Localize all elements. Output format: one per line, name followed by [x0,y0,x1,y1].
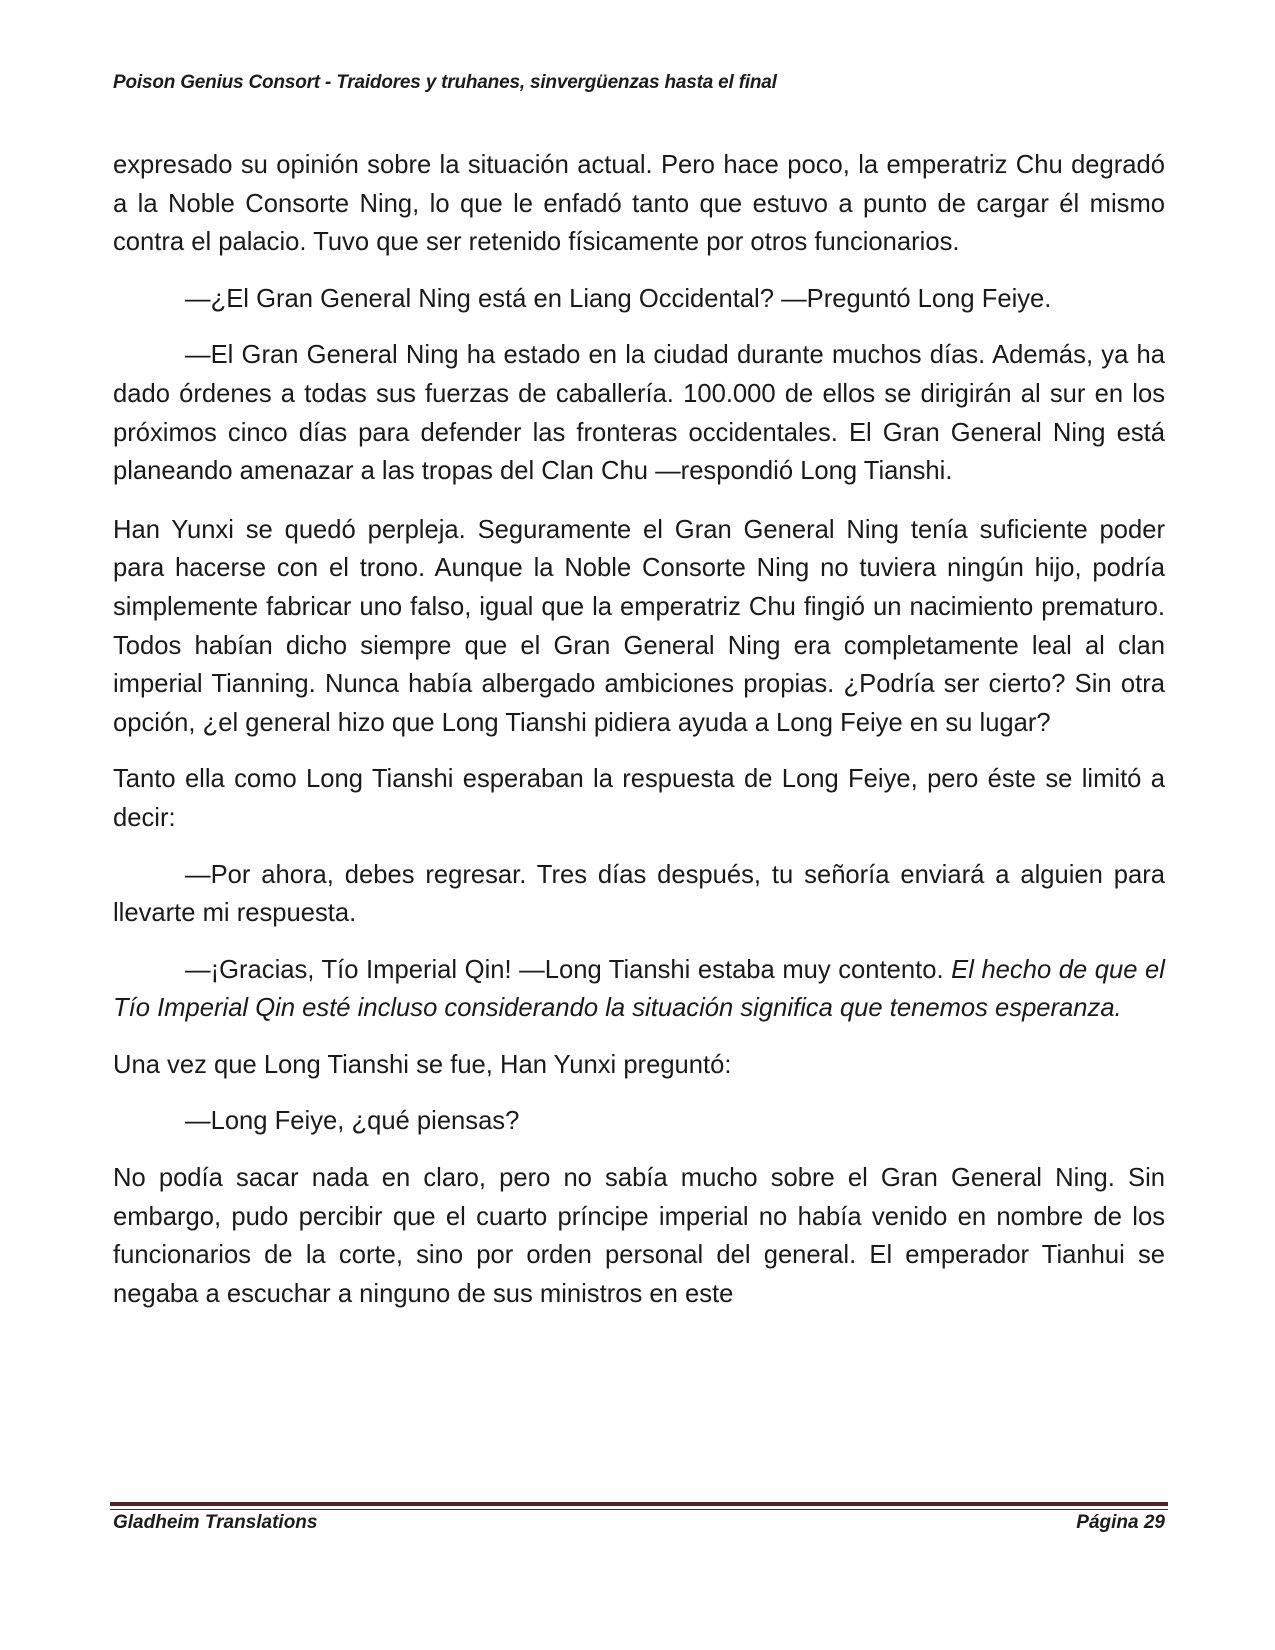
footer-publisher: Gladheim Translations [113,1512,318,1533]
paragraph: Una vez que Long Tianshi se fue, Han Yunxi preguntó: [113,1050,732,1079]
paragraph: No podía sacar nada en claro, pero no sabía mucho sobre el Gran General Ning. Sin embargo, pudo percibir que el cuarto príncipe imperial no había venido en nombre de los funcionarios de la corte, sino por orden personal del general. El emperador Tianhui se negaba a escuchar a ninguno de sus ministros en este [113,1164,1165,1308]
paragraph-dialogue: —Por ahora, debes regresar. Tres días después, tu señoría enviará a alguien para llevarte mi respuesta. [113,860,1165,928]
paragraph-dialogue: —Long Feiye, ¿qué piensas? [185,1107,520,1136]
paragraph: Han Yunxi se quedó perpleja. Seguramente el Gran General Ning tenía suficiente poder para hacerse con el trono. Aunque la Noble Consorte Ning no tuviera ningún hijo, podría simplemente fabricar uno falso, igual que la emperatriz Chu fingió un nacimiento prematuro. Todos habían dicho siempre que el Gran General Ning era completamente leal al clan imperial Tianning. Nunca había albergado ambiciones propias. ¿Podría ser cierto? Sin otra opción, ¿el general hizo que Long Tianshi pidiera ayuda a Long Feiye en su lugar? [113,515,1165,737]
page-header: Poison Genius Consort - Traidores y truhanes, sinvergüenzas hasta el final [113,72,777,93]
page-number: Página 29 [1076,1512,1165,1533]
footer-rule-thick [110,1502,1168,1506]
dialogue-text: —¡Gracias, Tío Imperial Qin! —Long Tianshi estaba muy contento. [185,955,952,984]
paragraph-dialogue: —¿El Gran General Ning está en Liang Occidental? —Preguntó Long Feiye. [185,284,1052,313]
italic-thought: El hecho de que el Tío Imperial Qin esté incluso considerando la situación significa que tenemos esperanza. [113,955,1165,1023]
paragraph-dialogue [113,951,1165,1028]
paragraph: Tanto ella como Long Tianshi esperaban la respuesta de Long Feiye, pero éste se limitó a decir: [113,765,1165,832]
page-footer [113,1512,1165,1534]
body-text [113,146,1165,1313]
paragraph-dialogue: —El Gran General Ning ha estado en la ciudad durante muchos días. Además, ya ha dado órdenes a todas sus fuerzas de caballería. 100.000 de ellos se dirigirán al sur en los próximos cinco días para defender las fronteras occidentales. El Gran General Ning está planeando amenazar a las tropas del Clan Chu —respondió Long Tianshi. [113,341,1165,486]
paragraph: expresado su opinión sobre la situación actual. Pero hace poco, la emperatriz Chu degradó a la Noble Consorte Ning, lo que le enfadó tanto que estuvo a punto de cargar él mismo contra el palacio. Tuvo que ser retenido físicamente por otros funcionarios. [113,151,1165,257]
footer-rule-thin [110,1509,1168,1510]
